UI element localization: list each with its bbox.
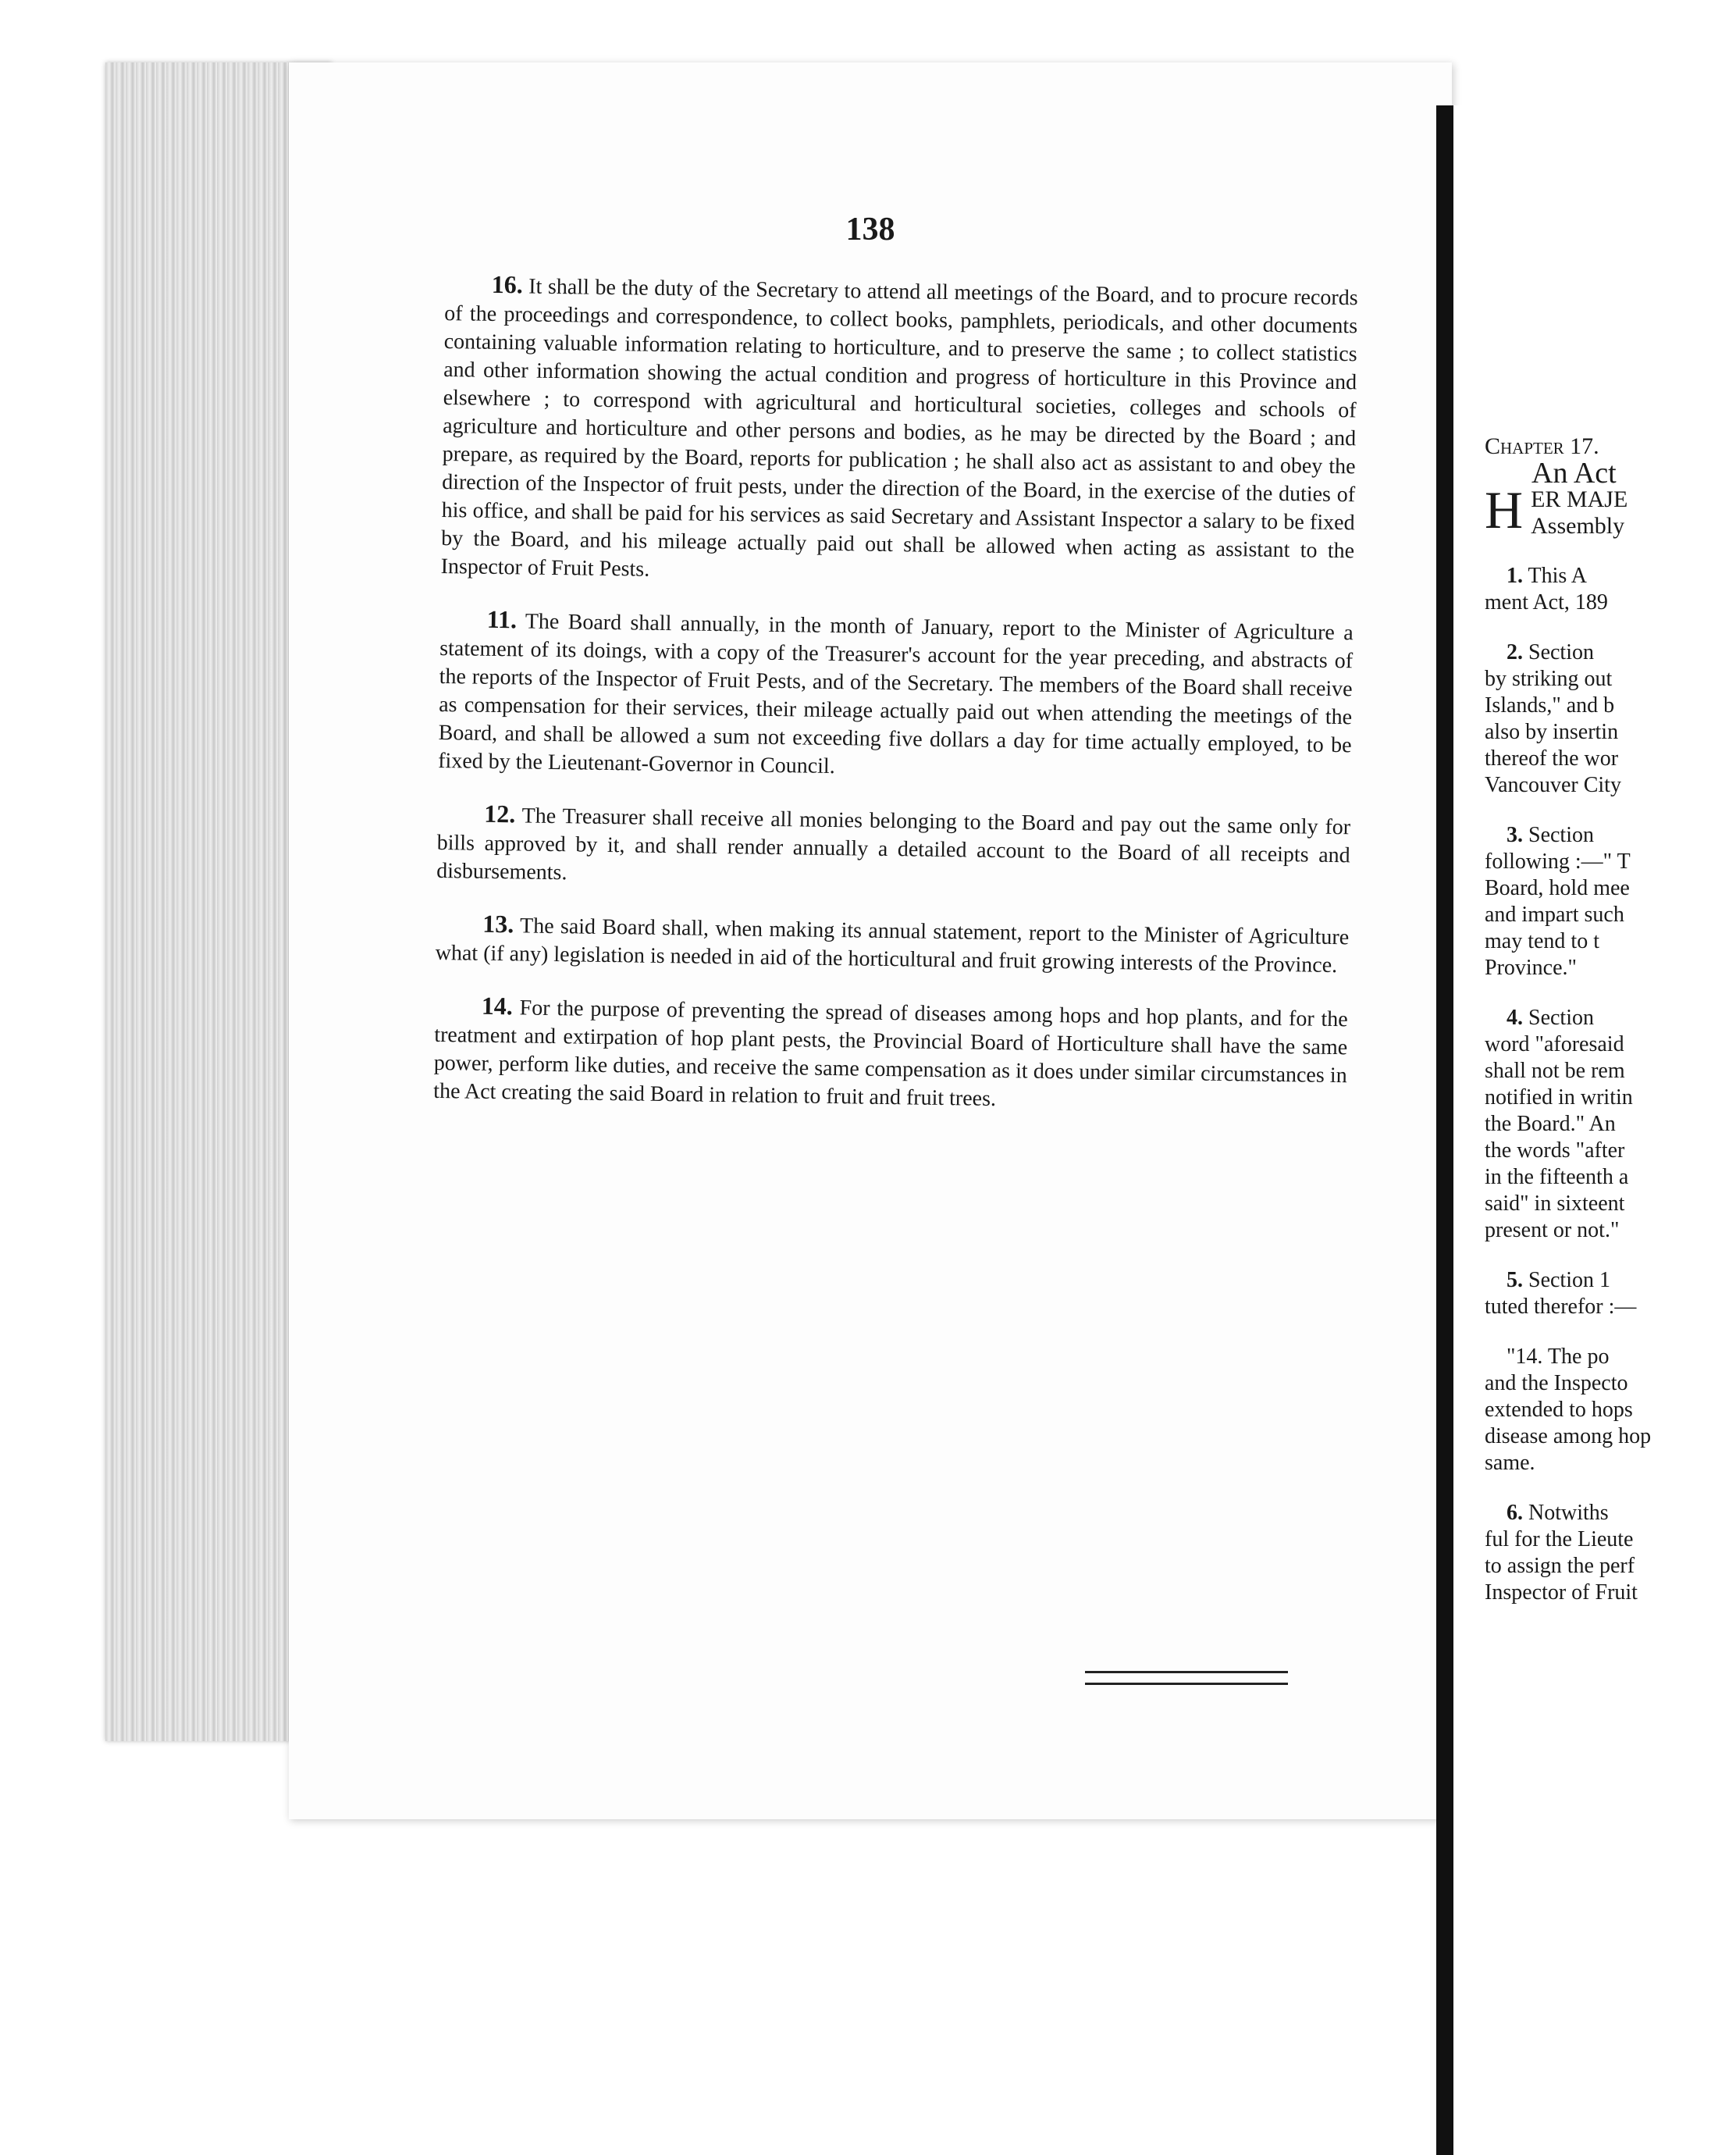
enacting-clause	[1485, 480, 1736, 540]
right-line: and the Inspecto	[1485, 1371, 1628, 1395]
right-line-text: Notwiths	[1528, 1501, 1609, 1525]
section-11	[438, 604, 1354, 788]
chapter-heading: Chapter 17.	[1485, 433, 1599, 459]
right-line: and impart such	[1485, 903, 1624, 927]
right-line: same.	[1485, 1451, 1535, 1475]
right-section-number: 2.	[1507, 640, 1523, 664]
right-line: by striking out	[1485, 667, 1613, 691]
right-line-text: Section	[1528, 1006, 1594, 1030]
right-line: disease among hop	[1485, 1424, 1652, 1448]
right-line	[1485, 1500, 1736, 1526]
right-section-number: 1.	[1507, 564, 1523, 588]
page-number: 138	[845, 212, 895, 248]
left-page	[289, 62, 1452, 1819]
right-section-number: 3.	[1507, 823, 1523, 847]
right-line: ment Act, 189	[1485, 590, 1608, 614]
right-page	[1453, 105, 1736, 2155]
drop-cap: H	[1485, 480, 1524, 540]
right-line: present or not."	[1485, 1218, 1620, 1242]
section-16	[440, 269, 1357, 593]
right-line: notified in writin	[1485, 1085, 1633, 1110]
book-gutter	[1436, 105, 1453, 2155]
right-line: may tend to t	[1485, 929, 1599, 953]
right-line: extended to hops	[1485, 1398, 1633, 1422]
section-13	[436, 909, 1350, 980]
right-line	[1485, 1005, 1736, 1031]
right-line: Province."	[1485, 956, 1577, 980]
section-text: The said Board shall, when making its annual statement, report to the Minister of Agriculture what (if any) legislation is needed in aid of the horticultural and fruit growing interests of the Province.	[435, 914, 1350, 978]
right-line	[1485, 639, 1736, 666]
right-line: tuted therefor :—	[1485, 1295, 1637, 1319]
right-line: following :—" T	[1485, 850, 1631, 874]
section-number: 11.	[486, 604, 518, 634]
section-text: It shall be the duty of the Secretary to attend all meetings of the Board, and to procure records of the proceedings and correspondence, to collect books, pamphlets, periodicals, and other documents containing valuable information relating to horticulture, and to preserve the same ; to collect statistics and other information showing the actual condition and progress of horticulture in this Province and elsewhere ; to correspond with agricultural and horticultural societies, colleges and schools of agriculture and horticulture and other persons and bodies, as he may be directed by the Board ; and prepare, as required by the Board, reports for publication ; he shall also act as assistant to and obey the direction of the Inspector of fruit pests, under the direction of the Board, in the exercise of the duties of his office, and shall be paid for his services as said Secretary and Assistant Inspector a salary to be fixed by the Board, and his mileage actually paid out shall be allowed when acting as assistant to the Inspector of Fruit Pests.	[440, 274, 1358, 582]
right-section-number: 5.	[1507, 1268, 1523, 1292]
right-line-text: This A	[1528, 564, 1587, 588]
section-number: 16.	[491, 269, 523, 299]
section-text: For the purpose of preventing the spread of diseases among hops and hop plants, and for the treatment and extirpation of hop plant pests, the Provincial Board of Horticulture shall have the same power, perform like duties, and receive the same compensation as it does under similar circumstances in the Act creating the said Board in relation to fruit and fruit trees.	[433, 996, 1348, 1111]
right-line: shall not be rem	[1485, 1059, 1625, 1083]
right-line-text: Section	[1528, 823, 1594, 847]
double-rule-divider	[1085, 1671, 1288, 1685]
right-line-text: "14. The po	[1507, 1345, 1610, 1369]
section-12	[436, 799, 1350, 898]
right-page-text	[1485, 433, 1736, 1606]
right-line	[1485, 1267, 1736, 1294]
right-line: Vancouver City	[1485, 773, 1621, 797]
right-line: the Board." An	[1485, 1112, 1616, 1136]
right-line: in the fifteenth a	[1485, 1165, 1629, 1189]
right-line: also by insertin	[1485, 720, 1619, 744]
right-line: ful for the Lieute	[1485, 1527, 1634, 1551]
section-number: 13.	[482, 909, 514, 939]
right-line-text: Section	[1528, 640, 1594, 664]
right-line: the words "after	[1485, 1138, 1625, 1163]
right-line: thereof the wor	[1485, 746, 1619, 771]
act-title: An Act	[1531, 457, 1617, 490]
right-line: to assign the perf	[1485, 1554, 1635, 1578]
section-number: 12.	[484, 799, 516, 828]
right-section-number: 6.	[1507, 1501, 1523, 1525]
enacting-line-1: ER MAJE	[1531, 486, 1628, 512]
right-line	[1485, 563, 1736, 590]
right-line: word "aforesaid	[1485, 1032, 1624, 1056]
section-text: The Board shall annually, in the month of January, report to the Minister of Agriculture a statement of its doings, with a copy of the Treasurer's account for the year preceding, and abstracts of the reports of the Inspector of Fruit Pests, and of the Secretary. The members of the Board shall receive as compensation for their services, their mileage actually paid out when attending the meetings of the Board, and shall be allowed a sum not exceeding five dollars a day for time actually employed, to be fixed by the Lieutenant-Governor in Council.	[437, 609, 1354, 779]
right-section-number: 4.	[1507, 1006, 1523, 1030]
enacting-line-2: Assembly	[1531, 513, 1625, 539]
right-line	[1485, 1344, 1736, 1370]
right-line: Islands," and b	[1485, 693, 1615, 718]
section-text: The Treasurer shall receive all monies belonging to the Board and pay out the same only for bills approved by it, and shall render annually a detailed account to the Board of all receipts and disbursements.	[436, 803, 1351, 885]
right-line: said" in sixteent	[1485, 1191, 1625, 1216]
right-line: Board, hold mee	[1485, 876, 1630, 900]
section-14	[433, 991, 1348, 1118]
right-line-text: Section 1	[1528, 1268, 1610, 1292]
right-line	[1485, 822, 1736, 849]
body-text	[433, 269, 1358, 1142]
right-line: Inspector of Fruit	[1485, 1580, 1638, 1605]
section-number: 14.	[481, 991, 514, 1021]
